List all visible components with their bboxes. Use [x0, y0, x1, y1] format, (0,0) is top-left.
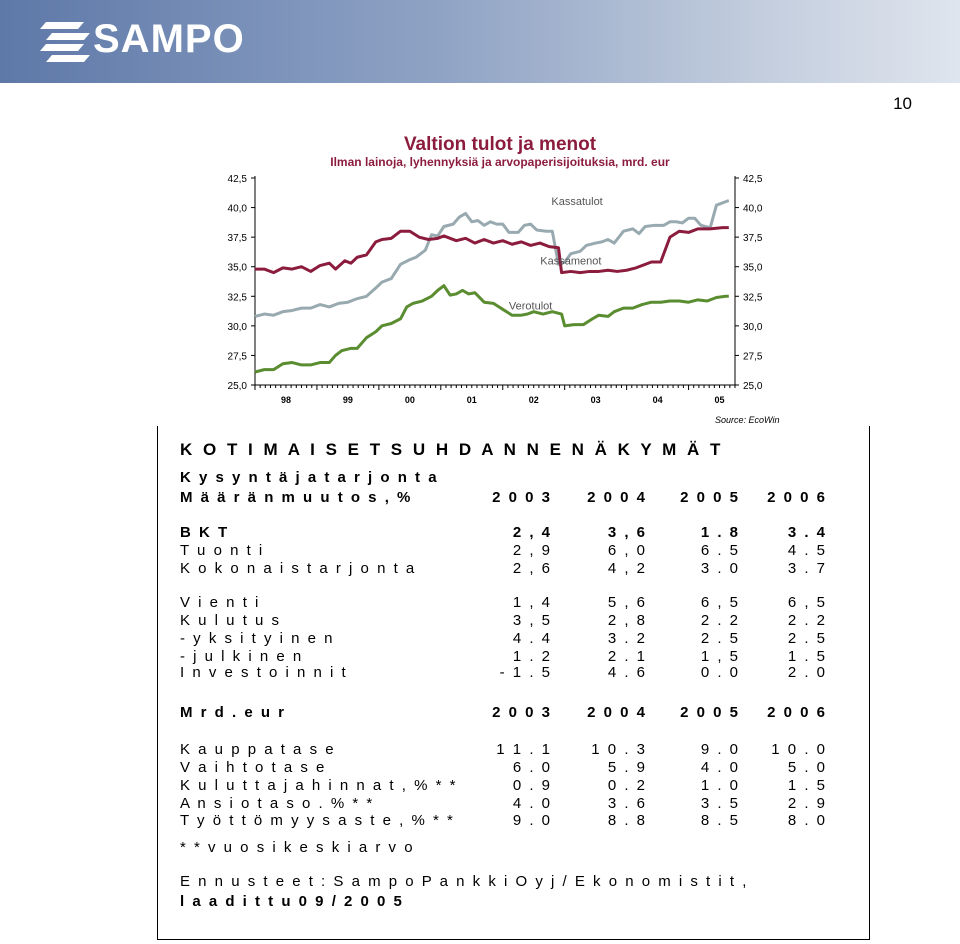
table-cell: 6 , 5 — [700, 594, 738, 611]
table-cell: 0 . 9 — [512, 777, 550, 794]
year-header: 2 0 0 4 — [587, 489, 645, 506]
y-tick-label-left: 42,5 — [227, 174, 247, 185]
table-cell: 6 , 0 — [607, 542, 645, 559]
table-cell: 2 . 0 — [787, 664, 825, 681]
line-chart — [0, 0, 960, 430]
year-header: 2 0 0 5 — [680, 704, 738, 721]
series-line-kassatulot — [255, 200, 729, 316]
footnote: * * v u o s i k e s k i a r v o — [180, 839, 413, 856]
unit-label-mrd: M r d . e u r — [180, 704, 285, 721]
row-label: K u l u t u s — [180, 612, 280, 629]
table-cell: 3 . 5 — [700, 795, 738, 812]
table-cell: 2 , 4 — [512, 524, 550, 541]
source-note: E n n u s t e e t : S a m p o P a n k k i O y j / E k o n o m i s t i t , — [180, 873, 747, 890]
y-tick-label-left: 27,5 — [227, 351, 247, 363]
y-tick-label-right: 37,5 — [743, 233, 763, 245]
table-cell: 2 . 5 — [700, 630, 738, 647]
table-cell: 2 . 1 — [607, 648, 645, 665]
y-tick-label-left: 40,0 — [227, 203, 247, 215]
table-cell: 0 . 0 — [700, 664, 738, 681]
table-cell: 8 . 8 — [607, 812, 645, 829]
row-label: - j u l k i n e n — [180, 648, 302, 665]
row-label: B K T — [180, 524, 228, 541]
row-label: T y ö t t ö m y y s a s t e , % * * — [180, 812, 453, 829]
x-tick-label: 03 — [590, 395, 601, 405]
table-cell: 5 . 9 — [607, 759, 645, 776]
table-cell: 6 . 5 — [700, 542, 738, 559]
x-tick-label: 98 — [280, 395, 291, 405]
table-cell: 6 , 5 — [787, 594, 825, 611]
y-tick-label-right: 27,5 — [743, 351, 763, 363]
y-tick-label-right: 35,0 — [743, 262, 763, 274]
table-cell: 1 0 . 3 — [591, 741, 645, 758]
y-tick-label-left: 37,5 — [227, 233, 247, 245]
table-cell: 2 . 9 — [787, 795, 825, 812]
year-header: 2 0 0 6 — [767, 704, 825, 721]
table-cell: 3 , 5 — [512, 612, 550, 629]
logo-text: SAMPO — [93, 17, 245, 61]
year-header: 2 0 0 3 — [492, 489, 550, 506]
row-label: V a i h t o t a s e — [180, 759, 325, 776]
table-cell: 3 . 7 — [787, 560, 825, 577]
table-cell: 1 , 5 — [700, 648, 738, 665]
row-label: V i e n t i — [180, 594, 259, 611]
table-cell: 4 . 4 — [512, 630, 550, 647]
y-tick-label-left: 35,0 — [227, 262, 247, 274]
table-cell: 1 . 2 — [512, 648, 550, 665]
series-line-verotulot — [255, 286, 729, 372]
table-cell: 2 . 2 — [700, 612, 738, 629]
section-subtitle: K y s y n t ä j a t a r j o n t a — [180, 469, 437, 486]
table-cell: 5 . 0 — [787, 759, 825, 776]
year-header: 2 0 0 5 — [680, 489, 738, 506]
table-cell: 5 , 6 — [607, 594, 645, 611]
date-note: l a a d i t t u 0 9 / 2 0 0 5 — [180, 893, 402, 910]
table-cell: 1 . 5 — [787, 777, 825, 794]
table-cell: 6 . 0 — [512, 759, 550, 776]
unit-label: M ä ä r ä n m u u t o s , % — [180, 489, 411, 506]
y-tick-label-right: 25,0 — [743, 381, 763, 392]
table-cell: 4 . 0 — [512, 795, 550, 812]
x-tick-label: 01 — [466, 395, 477, 405]
y-tick-label-right: 32,5 — [743, 292, 763, 304]
row-label: K u l u t t a j a h i n n a t , % * * — [180, 777, 456, 794]
year-header: 2 0 0 4 — [587, 704, 645, 721]
y-tick-label-left: 25,0 — [227, 381, 247, 392]
chart-source: Source: EcoWin — [715, 415, 780, 425]
y-tick-label-left: 30,0 — [227, 321, 247, 333]
table-cell: 4 . 5 — [787, 542, 825, 559]
x-tick-label: 02 — [528, 395, 539, 405]
table-cell: 2 . 2 — [787, 612, 825, 629]
row-label: - y k s i t y i n e n — [180, 630, 333, 647]
table-cell: 2 , 9 — [512, 542, 550, 559]
y-tick-label-right: 40,0 — [743, 203, 763, 215]
table-cell: 2 , 6 — [512, 560, 550, 577]
table-cell: 3 . 6 — [607, 795, 645, 812]
table-cell: 0 . 2 — [607, 777, 645, 794]
y-tick-label-left: 32,5 — [227, 292, 247, 304]
table-cell: 3 . 2 — [607, 630, 645, 647]
table-cell: 8 . 5 — [700, 812, 738, 829]
table-cell: 1 . 0 — [700, 777, 738, 794]
row-label: A n s i o t a s o . % * * — [180, 795, 373, 812]
table-cell: 3 , 6 — [607, 524, 645, 541]
x-tick-label: 05 — [714, 395, 725, 405]
table-cell: 1 0 . 0 — [771, 741, 825, 758]
x-tick-label: 04 — [652, 395, 663, 405]
table-cell: 1 1 . 1 — [496, 741, 550, 758]
table-cell: 4 . 0 — [700, 759, 738, 776]
y-tick-label-right: 30,0 — [743, 321, 763, 333]
row-label: T u o n t i — [180, 542, 263, 559]
row-label: I n v e s t o i n n i t — [180, 664, 346, 681]
year-header: 2 0 0 3 — [492, 704, 550, 721]
series-label: Kassamenot — [540, 255, 602, 268]
table-cell: 2 . 5 — [787, 630, 825, 647]
table-cell: 8 . 0 — [787, 812, 825, 829]
table-cell: 4 , 2 — [607, 560, 645, 577]
table-cell: 3 . 4 — [787, 524, 825, 541]
x-tick-label: 00 — [404, 395, 415, 405]
table-heading: K O T I M A I S E T S U H D A N N E N Ä K Y M Ä T — [180, 440, 721, 459]
table-cell: 4 . 6 — [607, 664, 645, 681]
table-cell: 1 , 4 — [512, 594, 550, 611]
y-tick-label-right: 42,5 — [743, 174, 763, 185]
chart-title: Valtion tulot ja menot — [403, 134, 597, 155]
chart-subtitle: Ilman lainoja, lyhennyksiä ja arvopaperisijoituksia, mrd. eur — [330, 155, 670, 169]
table-cell: 3 . 0 — [700, 560, 738, 577]
series-label: Kassatulot — [551, 196, 603, 209]
table-cell: 9 . 0 — [512, 812, 550, 829]
table-cell: 1 . 8 — [700, 524, 738, 541]
series-line-kassamenot — [255, 228, 729, 273]
table-cell: - 1 . 5 — [499, 664, 550, 681]
page-number: 10 — [893, 94, 912, 113]
x-tick-label: 99 — [342, 395, 353, 405]
series-label: Verotulot — [508, 300, 553, 313]
table-cell: 9 . 0 — [700, 741, 738, 758]
row-label: K o k o n a i s t a r j o n t a — [180, 560, 415, 577]
row-label: K a u p p a t a s e — [180, 741, 334, 758]
table-cell: 1 . 5 — [787, 648, 825, 665]
year-header: 2 0 0 6 — [767, 489, 825, 506]
table-cell: 2 , 8 — [607, 612, 645, 629]
